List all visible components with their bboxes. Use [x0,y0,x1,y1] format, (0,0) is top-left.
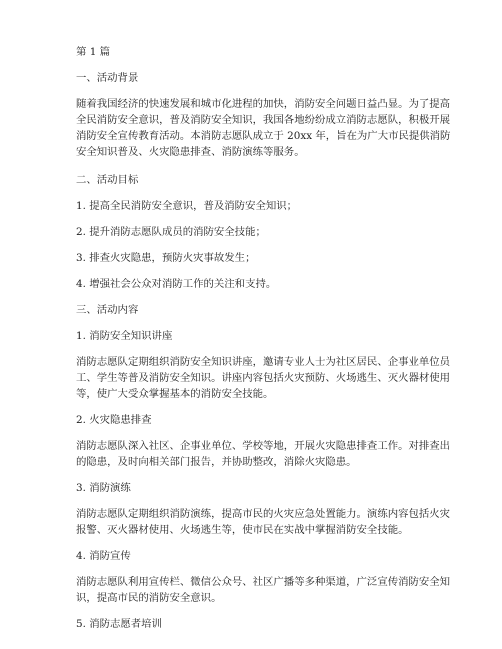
paragraph-line: 等，使广大受众掌握基本的消防安全技能。 [76,388,274,400]
section-heading-content: 三、活动内容 [76,304,139,316]
background-paragraph [76,96,451,160]
content-item-title: 3. 消防演练 [76,482,131,494]
document-page [76,44,451,632]
content-item-paragraph [76,506,451,538]
content-item-paragraph [76,574,451,606]
paragraph-line: 的隐患，及时向相关部门报告，并协助整改，消除火灾隐患。 [76,456,357,468]
content-item-paragraph [76,354,451,402]
goal-item: 2. 提升消防志愿队成员的消防安全技能； [76,226,266,238]
paragraph-line: 消防志愿队定期组织消防演练，提高市民的火灾应急处置能力。演练内容包括火灾 [76,508,451,520]
paragraph-line: 消防志愿队定期组织消防安全知识讲座，邀请专业人士为社区居民、企事业单位员 [76,356,451,368]
paragraph-line: 识，提高市民的消防安全意识。 [76,592,222,604]
paragraph-line: 随着我国经济的快速发展和城市化进程的加快，消防安全问题日益凸显。为了提高 [76,98,451,110]
paragraph-line: 报警、灭火器材使用、火场逃生等，使市民在实战中掌握消防安全技能。 [76,524,409,536]
content-item-title: 5. 消防志愿者培训 [76,618,162,630]
paragraph-line: 消防志愿队利用宣传栏、微信公众号、社区广播等多种渠道，广泛宣传消防安全知 [76,576,451,588]
paragraph-line: 消防安全宣传教育活动。本消防志愿队成立于 20xx 年，旨在为广大市民提供消防 [76,130,451,142]
content-item-paragraph [76,438,451,470]
goal-item: 3. 排查火灾隐患，预防火灾事故发生； [76,252,256,264]
section-heading-goals: 二、活动目标 [76,174,139,186]
content-item-title: 2. 火灾隐患排查 [76,414,152,426]
paragraph-line: 全民消防安全意识，普及消防安全知识，我国各地纷纷成立消防志愿队，积极开展 [76,114,451,126]
section-heading-background: 一、活动背景 [76,72,139,84]
content-item-title: 1. 消防安全知识讲座 [76,330,173,342]
goal-item: 4. 增强社会公众对消防工作的关注和支持。 [76,278,277,290]
page-label: 第 1 篇 [76,46,110,58]
paragraph-line: 工、学生等普及消防安全知识。讲座内容包括火灾预防、火场逃生、灭火器材使用 [76,372,451,384]
paragraph-line: 安全知识普及、火灾隐患排查、消防演练等服务。 [76,146,305,158]
paragraph-line: 消防志愿队深入社区、企事业单位、学校等地，开展火灾隐患排查工作。对排查出 [76,440,451,452]
content-item-title: 4. 消防宣传 [76,550,131,562]
goal-item: 1. 提高全民消防安全意识，普及消防安全知识； [76,200,298,212]
